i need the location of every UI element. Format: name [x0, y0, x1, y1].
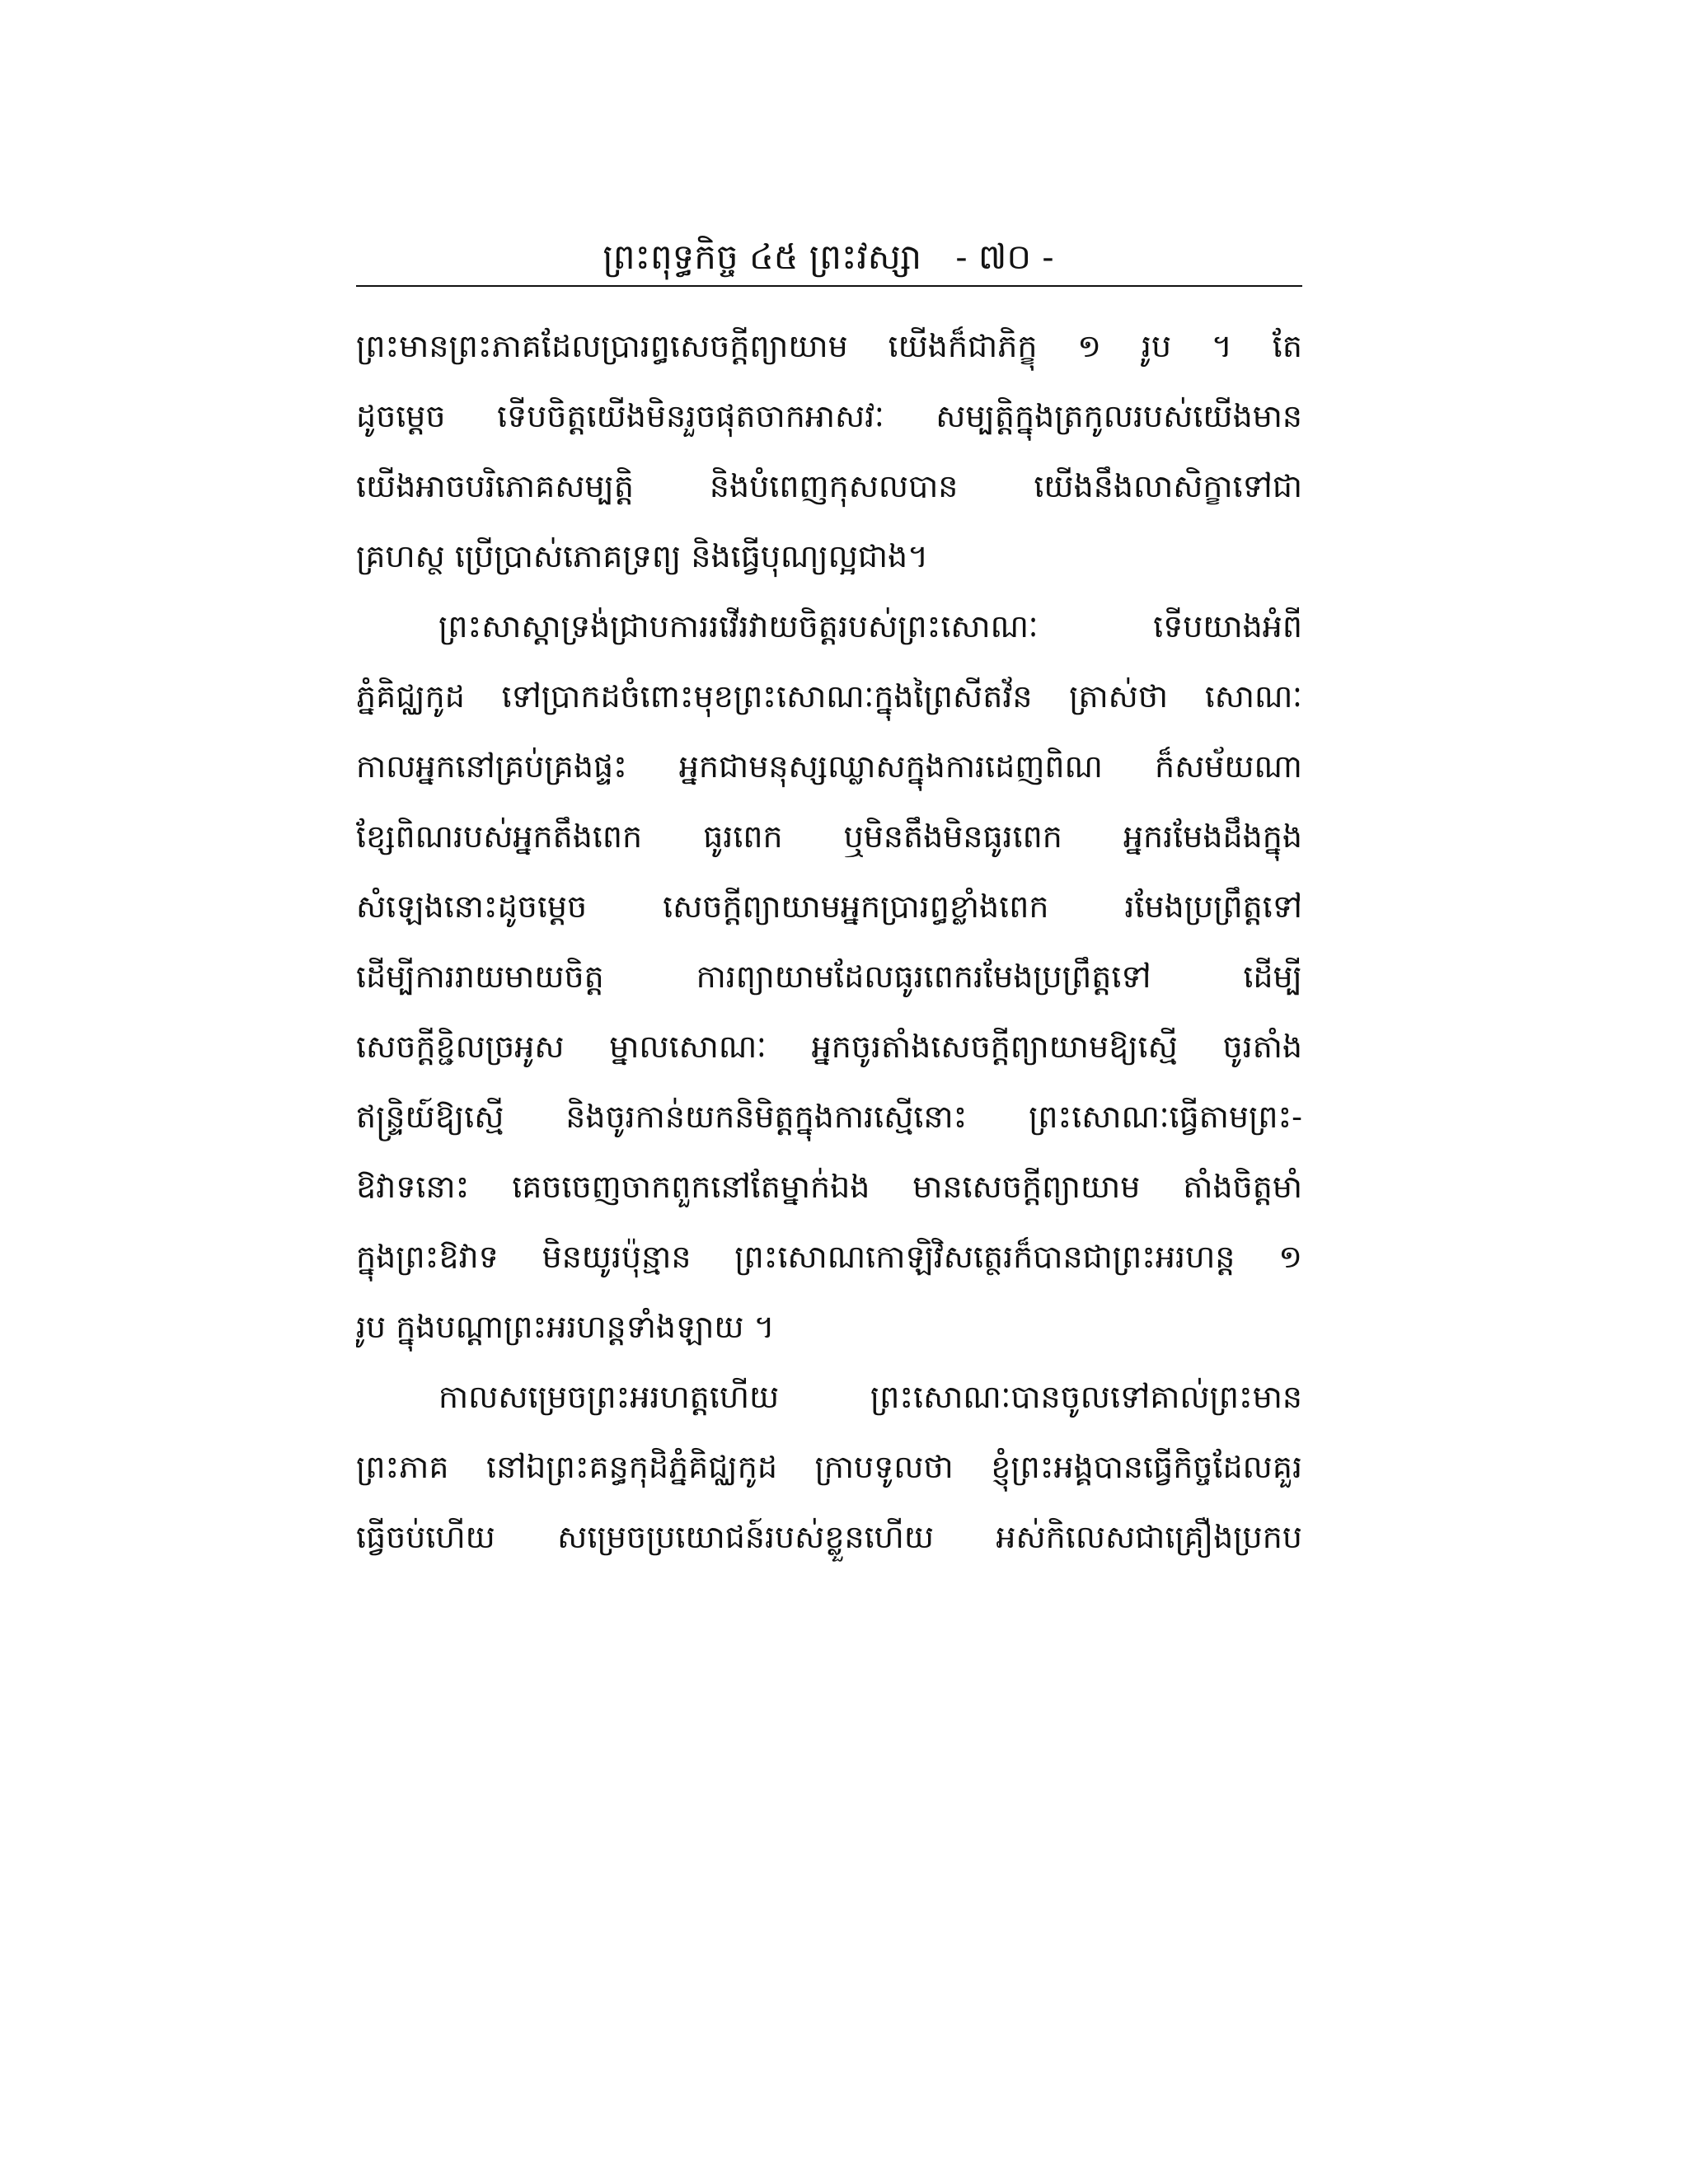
text-line: ក្នុងព្រះឱវាទ មិនយូរប៉ុន្មាន ព្រះសោណកោឡិវិសត្ថេរក៏បានជាព្រះអរហន្ត ១	[356, 1239, 1302, 1275]
header-rule	[356, 285, 1302, 287]
text-line: រូប ក្នុងបណ្ដាព្រះអរហន្តទាំងឡាយ ។	[356, 1309, 775, 1345]
text-line: ដើម្បីការរាយមាយចិត្ត ការព្យាយាមដែលធូរពេករមែងប្រព្រឹត្តទៅ ដើម្បី	[356, 958, 1302, 995]
text-line: ខ្សែពិណរបស់អ្នកតឹងពេក ធូរពេក ឬមិនតឹងមិនធូរពេក អ្នករមែងដឹងក្នុង	[356, 818, 1302, 855]
text-line: សំឡេងនោះដូចម្ដេច សេចក្ដីព្យាយាមអ្នកប្រារព្ធខ្លាំងពេក រមែងប្រព្រឹត្តទៅ	[356, 888, 1302, 925]
book-title: ព្រះពុទ្ធកិច្ច ៤៥ ព្រះវស្សា	[603, 237, 921, 277]
text-line: ព្រះមានព្រះភាគដែលប្រារព្ធសេចក្ដីព្យាយាម យើងក៏ជាភិក្ខុ ១ រូប ។ តែ	[356, 328, 1302, 364]
text-line: ដូចម្ដេច ទើបចិត្តយើងមិនរួចផុតចាកអាសវៈ សម្បត្តិក្នុងត្រកូលរបស់យើងមាន	[356, 398, 1302, 434]
text-line: សេចក្ដីខ្ជិលច្រអូស ម្នាលសោណៈ អ្នកចូរតាំងសេចក្ដីព្យាយាមឱ្យស្មើ ចូរតាំង	[356, 1029, 1302, 1065]
paragraph-first-line: ព្រះសាស្ដាទ្រង់ជ្រាបការរវើរវាយចិត្តរបស់ព្រះសោណៈ ទើបយាងអំពី	[438, 608, 1302, 644]
text-line: ព្រះភាគ នៅឯព្រះគន្ធកុដិភ្នំគិជ្ឈកូដ ក្រាបទូលថា ខ្ញុំព្រះអង្គបានធ្វើកិច្ចដែលគួរ	[356, 1449, 1302, 1485]
text-line: ឱវាទនោះ គេចចេញចាកពួកនៅតែម្នាក់ឯង មានសេចក្ដីព្យាយាម តាំងចិត្តមាំ	[356, 1169, 1302, 1205]
running-header	[354, 232, 1302, 282]
page-number: - ៧០ -	[955, 237, 1054, 277]
text-line: ឥន្ទ្រិយ៍ឱ្យស្មើ និងចូរកាន់យកនិមិត្តក្នុងការស្មើនោះ ព្រះសោណៈធ្វើតាមព្រះ-	[356, 1099, 1302, 1135]
body-text	[356, 312, 1302, 1572]
text-line: ភ្នំគិជ្ឈកូដ ទៅប្រាកដចំពោះមុខព្រះសោណៈក្នុងព្រៃសីតវ័ន ត្រាស់ថា សោណៈ	[356, 678, 1302, 715]
text-line: យើងអាចបរិភោគសម្បត្តិ និងបំពេញកុសលបាន យើងនឹងលាសិក្ខាទៅជា	[356, 468, 1302, 504]
text-line: កាលអ្នកនៅគ្រប់គ្រងផ្ទះ អ្នកជាមនុស្សឈ្លាសក្នុងការដេញពិណ ក៏សម័យណា	[356, 748, 1302, 785]
text-line: ធ្វើចប់ហើយ សម្រេចប្រយោជន៍របស់ខ្លួនហើយ អស់កិលេសជាគ្រឿងប្រកប	[356, 1519, 1302, 1555]
paragraph-first-line: កាលសម្រេចព្រះអរហត្តហើយ ព្រះសោណៈបានចូលទៅគាល់ព្រះមាន	[438, 1379, 1302, 1415]
text-line: គ្រហស្ថ ប្រើប្រាស់ភោគទ្រព្យ និងធ្វើបុណ្យល្អជាង។	[356, 538, 929, 574]
